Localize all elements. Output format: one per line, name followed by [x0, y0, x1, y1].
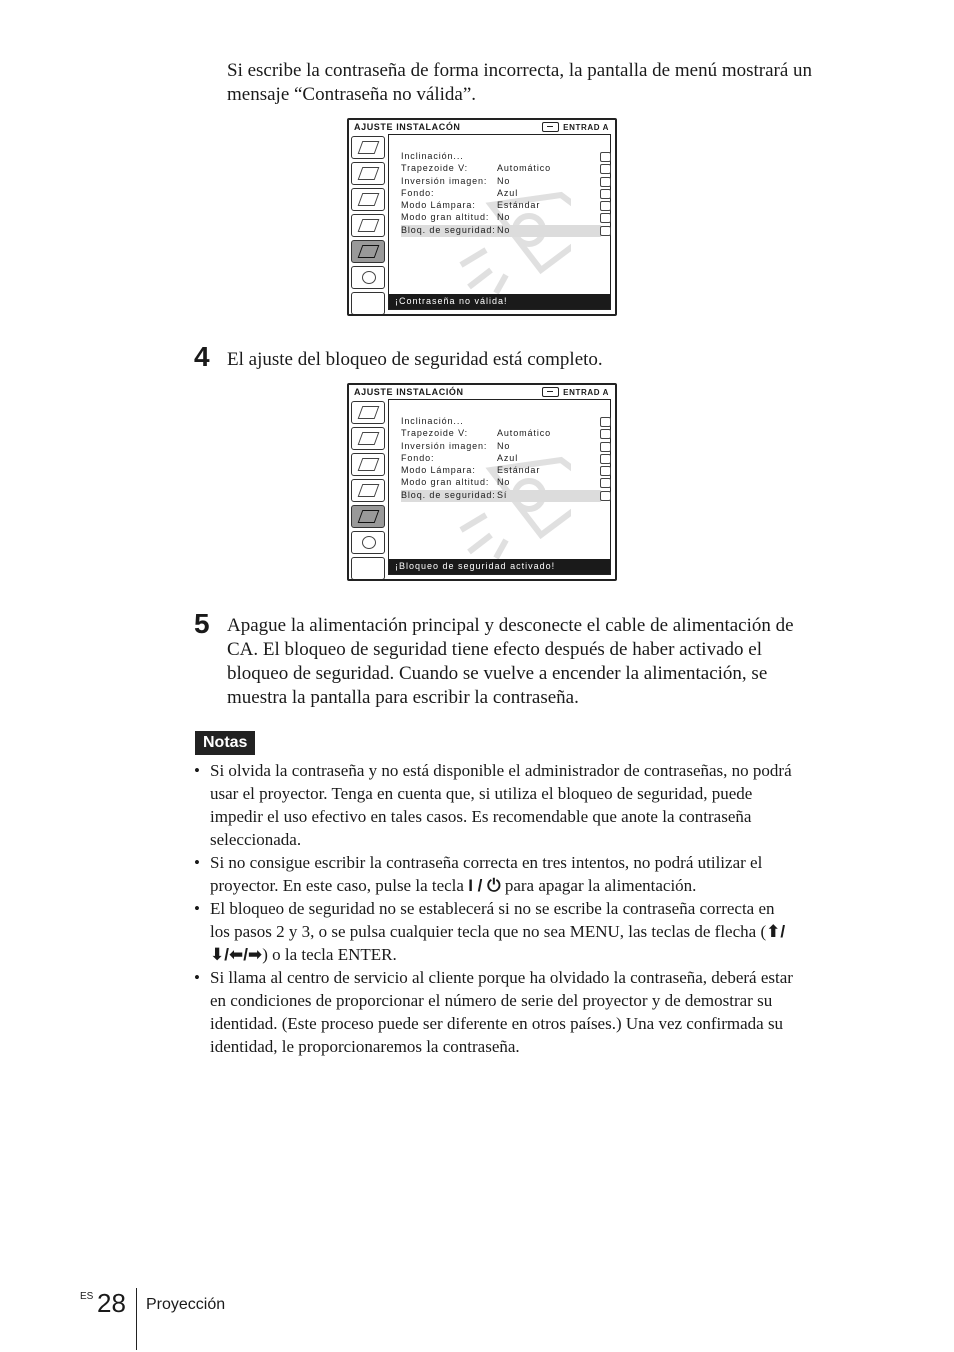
intro-line-2: mensaje “Contraseña no válida”.: [227, 84, 477, 105]
setup-menu-icon: [351, 453, 385, 476]
menu-settings-icon: [351, 214, 385, 237]
installation-menu-icon: [351, 505, 385, 528]
setting-row-keystone[interactable]: Trapezoide V: Automático: [401, 163, 601, 175]
setup-menu-icon: [351, 188, 385, 211]
screen-title: AJUSTE INSTALACIÓN: [354, 387, 464, 397]
signal-menu-icon: [351, 427, 385, 450]
picture-menu-icon: [351, 136, 385, 159]
input-label: ENTRAD A: [563, 387, 609, 397]
bullet: •: [194, 968, 200, 987]
notes-heading: Notas: [195, 731, 255, 755]
menu-sidebar: [351, 136, 385, 316]
note-forgotten-password: • Si olvida la contraseña y no está disponible el administrador de contraseñas, no podrá usar el proyector. Tenga en cuenta que, si utiliza el bloqueo de seguridad, puede impedir el uso efectivo en tales casos. Es recomendable que anote la contraseña seleccionada.: [194, 761, 792, 849]
screen-content: [388, 399, 611, 575]
lamp-icon: [600, 466, 611, 476]
altitude-icon: [600, 213, 611, 223]
altitude-icon: [600, 478, 611, 488]
input-label: ENTRAD A: [563, 122, 609, 132]
arrow-up-icon: ⬆/: [766, 922, 786, 941]
image-flip-icon: [600, 442, 611, 452]
tilt-icon: [600, 417, 611, 427]
menu-sidebar: [351, 401, 385, 581]
setting-row-background[interactable]: Fondo: Azul: [401, 188, 601, 200]
page-number: 28: [97, 1288, 126, 1318]
setting-row-image-flip[interactable]: Inversión imagen: No: [401, 176, 601, 188]
input-icon: [542, 387, 559, 397]
setting-row-high-altitude[interactable]: Modo gran altitud: No: [401, 212, 601, 224]
note-lock-not-set: • El bloqueo de seguridad no se establecerá si no se escribe la contraseña correcta en los pasos 2 y 3, o se pulsa cualquier tecla que no sea MENU, las teclas de flecha (⬆/ ⬇/⬅/➡) o la tecla ENTER.: [194, 899, 786, 964]
settings-list: [401, 416, 601, 502]
footer-divider: [136, 1288, 137, 1350]
menu-screen-invalid-password: [347, 118, 617, 316]
image-flip-icon: [600, 177, 611, 187]
menu-settings-icon: [351, 479, 385, 502]
arrow-keys-icon: ⬇/⬅/➡: [210, 945, 263, 964]
intro-paragraph: [227, 59, 812, 107]
setting-row-lamp-mode[interactable]: Modo Lámpara: Estándar: [401, 200, 601, 212]
notes-list: [194, 759, 874, 1058]
installation-menu-icon: [351, 240, 385, 263]
step-5-line: muestra la pantalla para escribir la contraseña.: [227, 687, 579, 708]
input-indicator: [542, 122, 609, 132]
information-menu-icon: [351, 266, 385, 289]
status-message: ¡Bloqueo de seguridad activado!: [389, 559, 610, 574]
background-icon: [600, 189, 611, 199]
intro-line-1: Si escribe la contraseña de forma incorrecta, la pantalla de menú mostrará un: [227, 60, 813, 81]
empty-menu-slot: [351, 557, 385, 580]
keystone-icon: [600, 164, 611, 174]
setting-row-high-altitude[interactable]: Modo gran altitud: No: [401, 477, 601, 489]
input-indicator: [542, 387, 609, 397]
screen-content: [388, 134, 611, 310]
lamp-icon: [600, 201, 611, 211]
power-key-icon: I / ⏻: [468, 876, 501, 895]
setting-row-keystone[interactable]: Trapezoide V: Automático: [401, 428, 601, 440]
step-5-line: CA. El bloqueo de seguridad tiene efecto después de haber activado el: [227, 639, 762, 660]
setting-row-lamp-mode[interactable]: Modo Lámpara: Estándar: [401, 465, 601, 477]
setting-row-tilt[interactable]: Inclinación...: [401, 416, 601, 428]
picture-menu-icon: [351, 401, 385, 424]
step-5-text: [227, 614, 907, 710]
keystone-icon: [600, 429, 611, 439]
lock-icon: [600, 226, 611, 236]
setting-row-security-lock[interactable]: Bloq. de seguridad: Sí: [401, 490, 601, 502]
step-5-line: Apague la alimentación principal y desconecte el cable de alimentación de: [227, 615, 794, 636]
screen-title: AJUSTE INSTALACÓN: [354, 122, 461, 132]
footer-language: ES: [80, 1291, 94, 1302]
setting-row-security-lock[interactable]: Bloq. de seguridad: No: [401, 225, 601, 237]
setting-row-background[interactable]: Fondo: Azul: [401, 453, 601, 465]
empty-menu-slot: [351, 292, 385, 315]
step-5-line: bloqueo de seguridad. Cuando se vuelve a encender la alimentación, se: [227, 663, 768, 684]
footer-section: Proyección: [146, 1296, 226, 1313]
lock-icon: [600, 491, 611, 501]
note-three-attempts: • Si no consigue escribir la contraseña correcta en tres intentos, no podrá utilizar el proyector. En este caso, pulse la tecla I / ⏻ para apagar la alimentación.: [194, 853, 763, 895]
status-message: ¡Contraseña no válida!: [389, 294, 610, 309]
tilt-icon: [600, 152, 611, 162]
step-4-text: El ajuste del bloqueo de seguridad está completo.: [227, 349, 603, 370]
step-4-number: 4: [194, 341, 210, 372]
background-icon: [600, 454, 611, 464]
step-5-number: 5: [194, 608, 210, 639]
setting-row-image-flip[interactable]: Inversión imagen: No: [401, 441, 601, 453]
bullet: •: [194, 761, 200, 780]
menu-screen-lock-enabled: [347, 383, 617, 581]
signal-menu-icon: [351, 162, 385, 185]
input-icon: [542, 122, 559, 132]
setting-row-tilt[interactable]: Inclinación...: [401, 151, 601, 163]
information-menu-icon: [351, 531, 385, 554]
bullet: •: [194, 899, 200, 918]
note-service-center: • Si llama al centro de servicio al cliente porque ha olvidado la contraseña, deberá estar en condiciones de proporcionar el número de serie del proyector y de demostrar su identidad. (Este proceso puede ser diferente en otros países.) Una vez confirmada su identidad, le proporcionaremos la contraseña.: [194, 968, 793, 1056]
bullet: •: [194, 853, 200, 872]
settings-list: [401, 151, 601, 237]
